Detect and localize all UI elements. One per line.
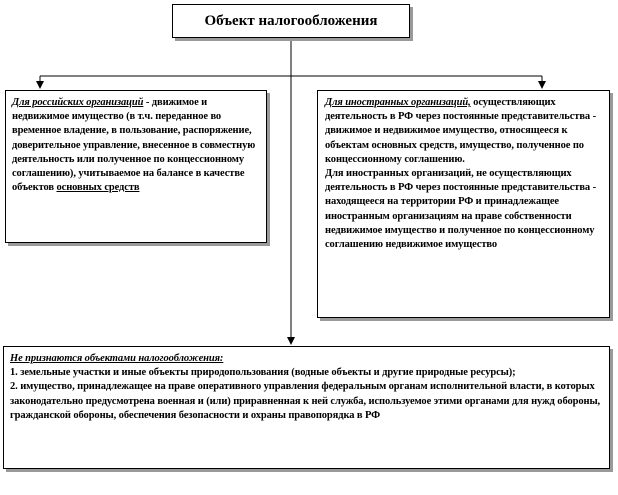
tax-object-title-box <box>172 4 410 38</box>
non-taxable-lead: Не признаются объектами налогообложения: <box>10 353 224 364</box>
non-taxable-objects-box <box>3 346 610 469</box>
foreign-orgs-p2: Для иностранных организаций, не осуществляющих деятельность в РФ через постоянные представительства - находящееся на территории РФ и принадлежащее иностранным организациям на праве собственности недвижимое имущество и полученное по концессионному соглашению недвижимое имущество <box>325 168 596 251</box>
russian-organizations-box <box>5 90 267 243</box>
foreign-organizations-box <box>317 90 610 318</box>
non-taxable-item-2: 2. имущество, принадлежащее на праве оперативного управления федеральным органам исполнительной власти, в которых законодательно предусмотрена военная и (или) приравненная к ней служба, используемое этими органами для нужд обороны, гражданской обороны, обеспечения безопасности и охраны правопорядка в РФ <box>10 381 601 421</box>
non-taxable-item-1: 1. земельные участки и иные объекты природопользования (водные объекты и другие природные ресурсы); <box>10 367 516 379</box>
title-text: Объект налогообложения <box>204 13 378 29</box>
russian-orgs-text: - движимое и недвижимое имущество (в т.ч. переданное во временное владение, в пользование, распоряжение, доверительное управление, внесенное в совместную деятельность или полученное по концессионному соглашению), учитываемое на балансе в качестве объектов <box>12 97 256 194</box>
foreign-orgs-lead: Для иностранных организаций, <box>325 97 471 108</box>
foreign-orgs-p1: осуществляющих деятельность в РФ через постоянные представительства - движимое и недвижимое имущество, относящееся к объектам основных средств, имущество, полученное по концессионному соглашению. <box>325 97 596 165</box>
russian-orgs-lead: Для российских организаций <box>12 97 144 108</box>
russian-orgs-tail: основных средств <box>56 182 140 194</box>
